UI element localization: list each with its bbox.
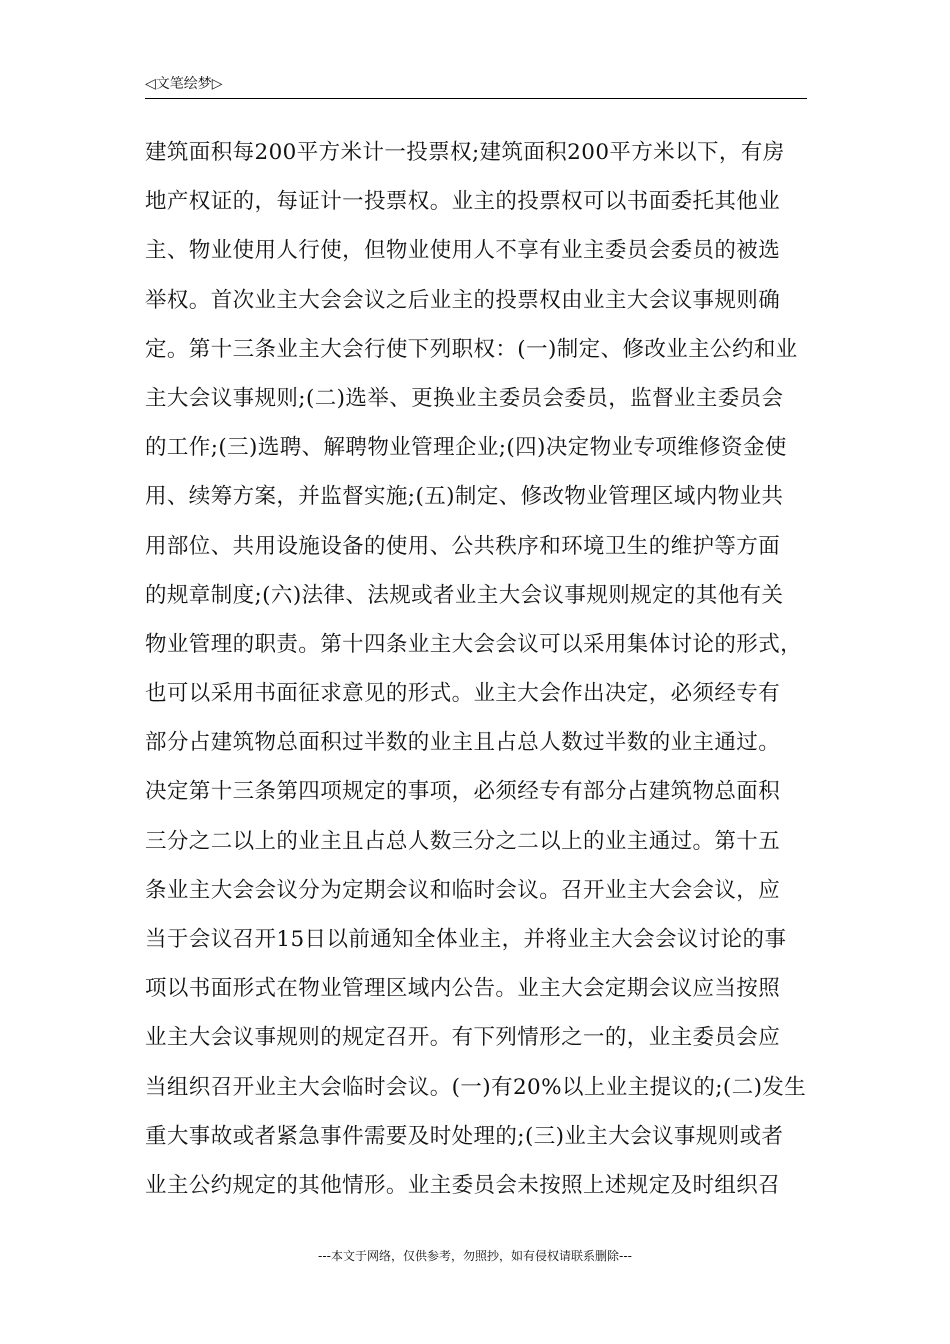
body-line: 项以书面形式在物业管理区域内公告。业主大会定期会议应当按照 xyxy=(145,976,781,1002)
body-line: 的工作;(三)选聘、解聘物业管理企业;(四)决定物业专项维修资金使 xyxy=(145,435,787,461)
body-line: 物业管理的职责。第十四条业主大会会议可以采用集体讨论的形式， xyxy=(145,631,803,657)
body-line: 三分之二以上的业主且占总人数三分之二以上的业主通过。第十五 xyxy=(145,828,781,854)
body-line: 主大会议事规则;(二)选举、更换业主委员会委员，监督业主委员会 xyxy=(145,385,784,411)
body-line: 决定第十三条第四项规定的事项，必须经专有部分占建筑物总面积 xyxy=(145,779,781,805)
page-header xyxy=(145,74,807,99)
body-line: 业主公约规定的其他情形。业主委员会未按照上述规定及时组织召 xyxy=(145,1172,781,1198)
body-line: 部分占建筑物总面积过半数的业主且占总人数过半数的业主通过。 xyxy=(145,730,781,756)
header-title: ◁文笔绘梦▷ xyxy=(145,76,223,92)
body-line: 业主大会议事规则的规定召开。有下列情形之一的，业主委员会应 xyxy=(145,1025,781,1051)
body-line: 用、续筹方案，并监督实施;(五)制定、修改物业管理区域内物业共 xyxy=(145,484,784,510)
document-body xyxy=(145,128,807,1210)
body-line: 地产权证的，每证计一投票权。业主的投票权可以书面委托其他业 xyxy=(145,189,781,215)
body-line: 的规章制度;(六)法律、法规或者业主大会议事规则规定的其他有关 xyxy=(145,582,784,608)
body-line: 建筑面积每200平方米计一投票权;建筑面积200平方米以下，有房 xyxy=(145,140,785,165)
body-line: 当于会议召开15日以前通知全体业主，并将业主大会会议讨论的事 xyxy=(145,927,787,952)
body-line: 也可以采用书面征求意见的形式。业主大会作出决定，必须经专有 xyxy=(145,681,781,707)
body-line: 举权。首次业主大会会议之后业主的投票权由业主大会议事规则确 xyxy=(145,287,781,313)
body-line: 当组织召开业主大会临时会议。(一)有20%以上业主提议的;(二)发生 xyxy=(145,1074,807,1100)
body-line: 主、物业使用人行使，但物业使用人不享有业主委员会委员的被选 xyxy=(145,238,781,264)
body-line: 重大事故或者紧急事件需要及时处理的;(三)业主大会议事规则或者 xyxy=(145,1123,784,1149)
body-line: 条业主大会会议分为定期会议和临时会议。召开业主大会会议，应 xyxy=(145,877,781,903)
body-line: 定。第十三条业主大会行使下列职权：(一)制定、修改业主公约和业 xyxy=(145,336,798,362)
body-line: 用部位、共用设施设备的使用、公共秩序和环境卫生的维护等方面 xyxy=(145,533,781,559)
page-footer: ---本文于网络，仅供参考，勿照抄，如有侵权请联系删除--- xyxy=(318,1249,632,1263)
